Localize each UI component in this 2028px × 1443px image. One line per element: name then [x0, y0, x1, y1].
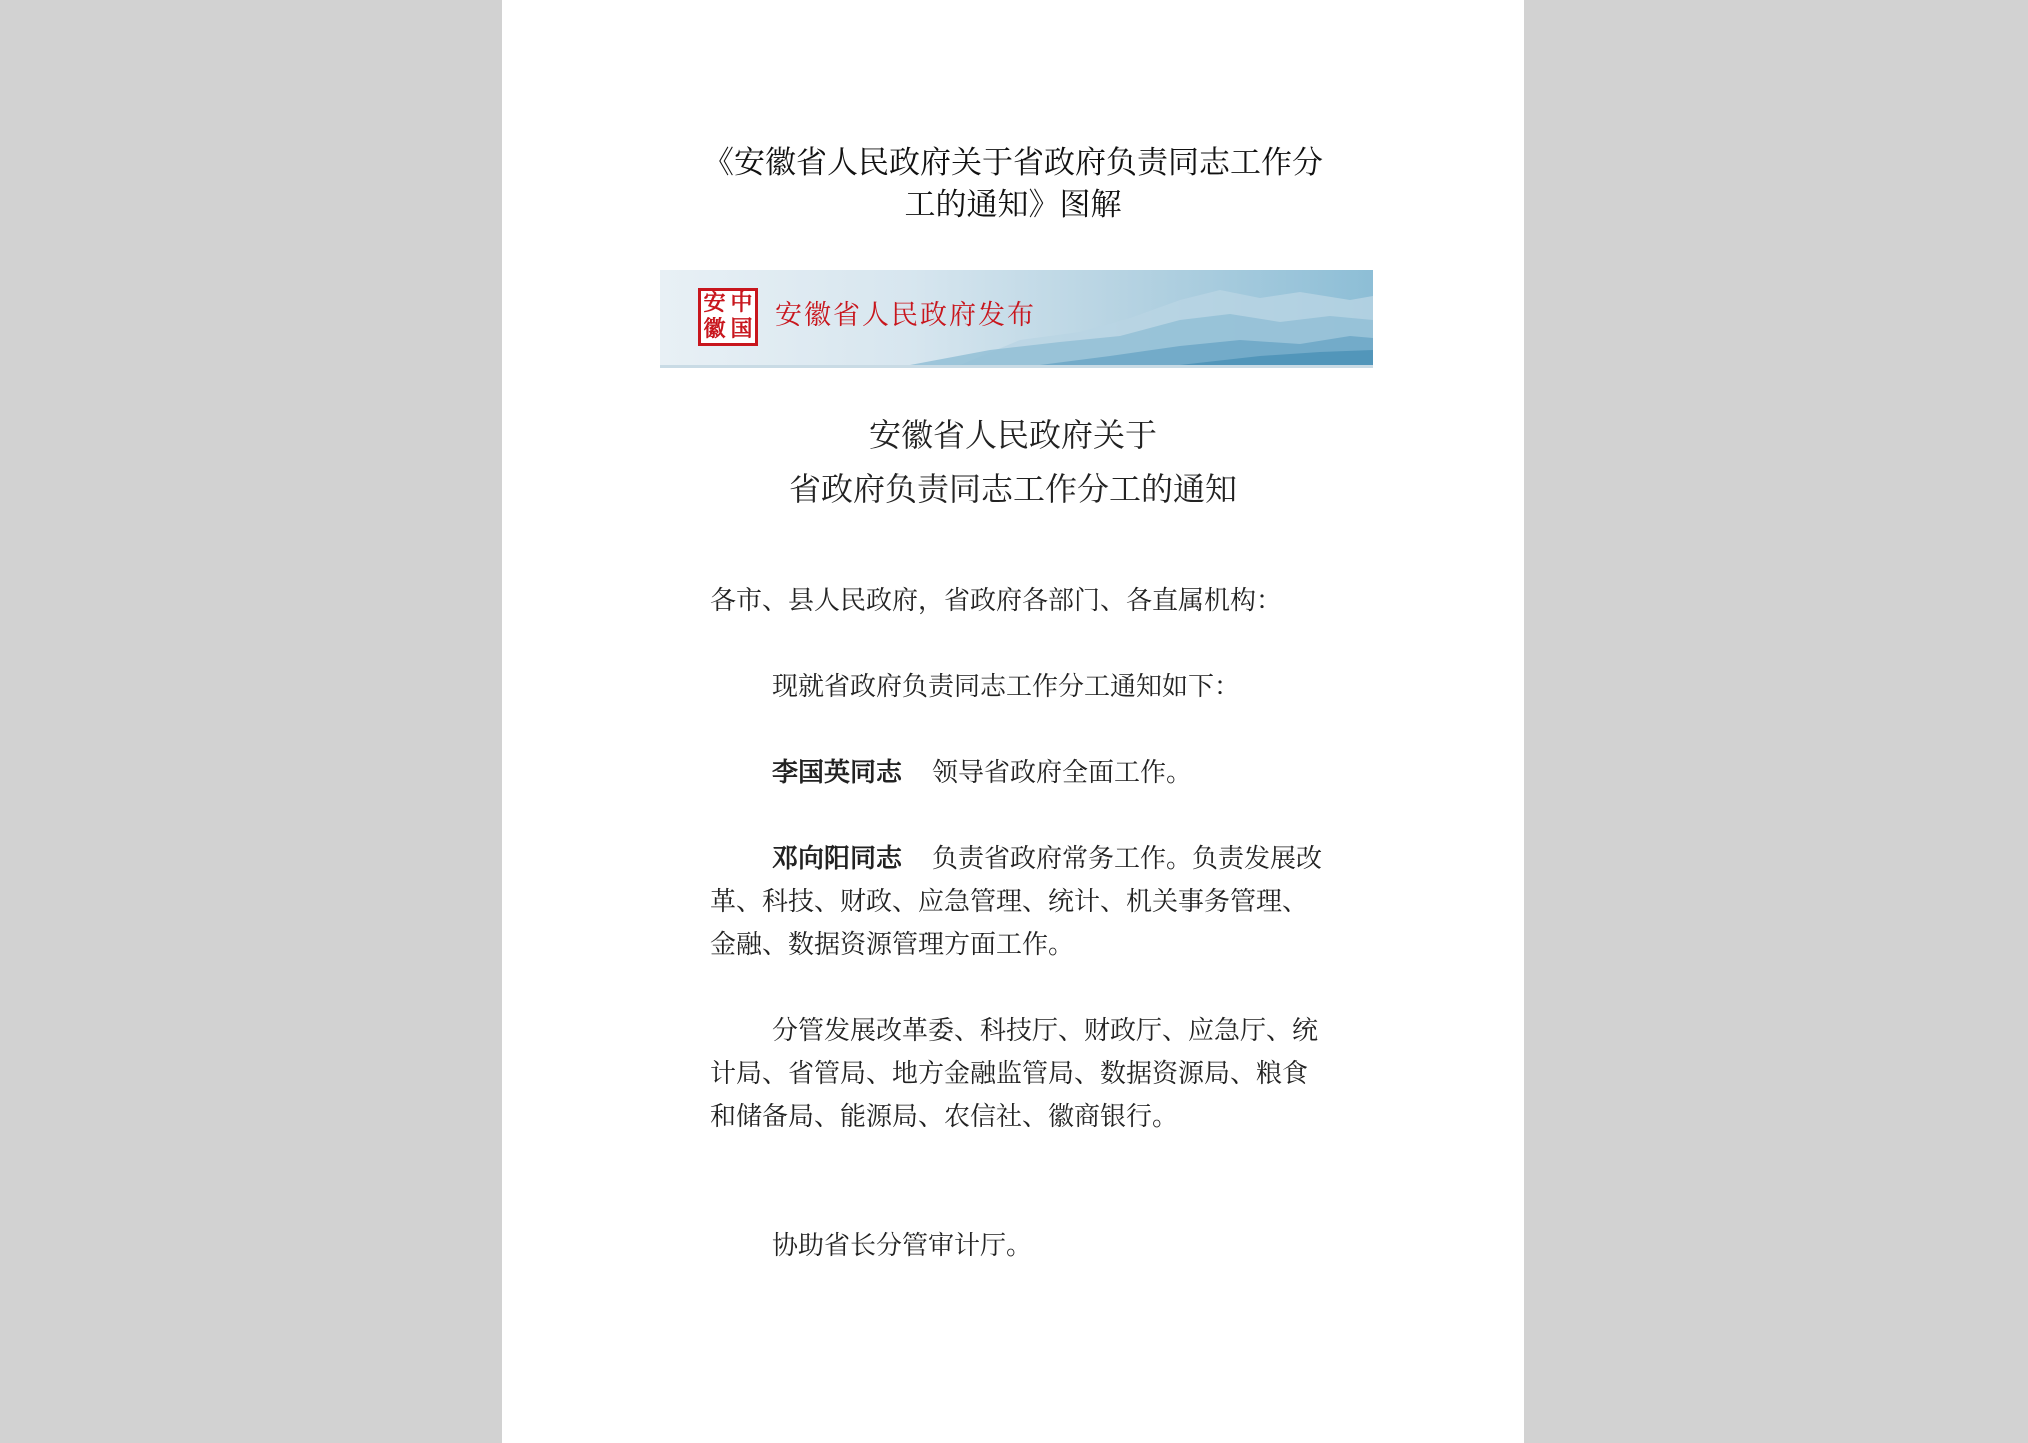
deng-xiangyang-duty: 负责省政府常务工作。负责发展改革、科技、财政、应急管理、统计、机关事务管理、金融、数据资源管理方面工作。	[710, 844, 1323, 960]
salutation: 各市、县人民政府，省政府各部门、各直属机构：	[710, 586, 1283, 616]
seal-char-4: 国	[730, 317, 753, 342]
seal-char-2: 中	[730, 291, 753, 316]
anhui-china-seal-logo	[698, 288, 758, 346]
supervised-departments-paragraph: 分管发展改革委、科技厅、财政厅、应急厅、统计局、省管局、地方金融监管局、数据资源局、粮食和储备局、能源局、农信社、徽商银行。	[710, 1016, 1319, 1132]
intro-paragraph: 现就省政府负责同志工作分工通知如下：	[772, 672, 1241, 702]
notice-title	[502, 408, 1524, 516]
banner-publisher-text: 安徽省人民政府发布	[775, 300, 1036, 331]
deng-xiangyang-name: 邓向阳同志	[772, 844, 903, 874]
document-page	[502, 0, 1524, 1443]
li-guoying-duty: 领导省政府全面工作。	[932, 758, 1193, 788]
notice-title-line-2: 省政府负责同志工作分工的通知	[788, 470, 1237, 508]
notice-title-line-1: 安徽省人民政府关于	[868, 416, 1157, 454]
li-guoying-name: 李国英同志	[772, 758, 903, 788]
seal-char-3: 徽	[703, 317, 726, 342]
assist-governor-paragraph: 协助省长分管审计厅。	[772, 1231, 1033, 1261]
document-title-line-2: 工的通知》图解	[904, 187, 1122, 223]
banner-divider	[660, 365, 1373, 368]
seal-char-1: 安	[703, 291, 726, 316]
li-guoying-paragraph	[710, 752, 1330, 795]
government-release-banner	[660, 270, 1373, 365]
deng-xiangyang-paragraph	[710, 838, 1330, 967]
document-title	[502, 142, 1524, 226]
document-title-line-1: 《安徽省人民政府关于省政府负责同志工作分	[703, 145, 1323, 181]
